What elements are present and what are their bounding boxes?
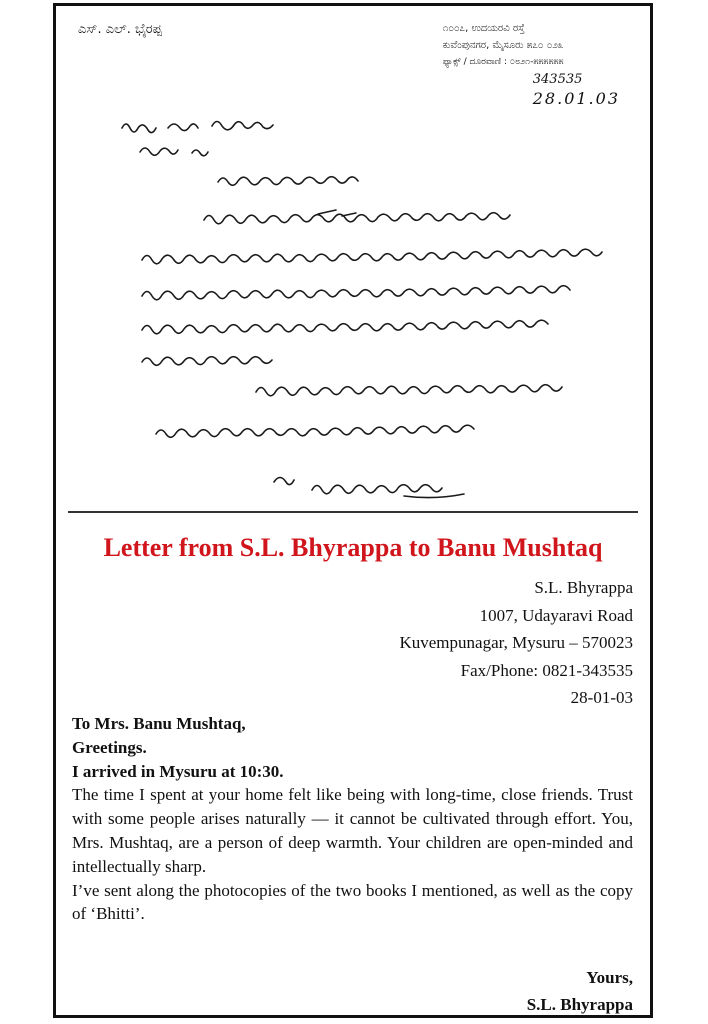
letter-paragraph-2: I’ve sent along the photocopies of the two books I mentioned, as well as the copy of ‘Bhitti’. [72, 880, 633, 924]
handwritten-letter-image [56, 6, 650, 506]
handwritten-number: 343535 [532, 72, 583, 87]
letter-paragraph-1: The time I spent at your home felt like being with long-time, close friends. Trust with some people arises naturally — it cannot be cultivated through effort. You, Mrs. Mushtaq, are a person of deep warmth. Your children are open-minded and intellectually sharp. [72, 785, 633, 876]
signoff-block [527, 964, 633, 1018]
letter-frame [53, 3, 653, 1018]
sender-phone: Fax/Phone: 0821-343535 [460, 660, 633, 680]
letterhead-address-line2: ಕುವೆಂಪುನಗರ, ಮೈಸೂರು ೫೭೦ ೦೨೩ [442, 40, 564, 51]
sender-address-line1: 1007, Udayaravi Road [479, 605, 633, 625]
letter-body [72, 712, 633, 926]
section-divider [68, 511, 638, 513]
letterhead-fax: ಫ್ಯಾಕ್ಸ್ / ದೂರವಾಣಿ : ೦೮೨೧-೫೫೫೫೫೫ [442, 57, 564, 67]
letter-date: 28-01-03 [570, 688, 633, 707]
sender-address-line2: Kuvempunagar, Mysuru – 570023 [399, 633, 633, 652]
letterhead-address-line1: ೧೦೦೭, ಉದಯರವಿ ರಸ್ತೆ [442, 23, 525, 34]
closing: Yours, [586, 968, 633, 987]
greeting: Greetings. [72, 737, 147, 757]
page-title: Letter from S.L. Bhyrappa to Banu Mushtaq [103, 533, 603, 562]
signature-name: S.L. Bhyrappa [526, 995, 633, 1014]
letterhead-name: ಎಸ್. ಎಲ್. ಭೈರಪ್ಪ [78, 22, 162, 37]
sender-block [399, 574, 633, 712]
handwritten-date: 28.01.03 [532, 89, 620, 108]
sender-name: S.L. Bhyrappa [534, 578, 633, 597]
arrival-note: I arrived in Mysuru at 10:30. [72, 761, 284, 781]
salutation: To Mrs. Banu Mushtaq, [72, 714, 246, 733]
